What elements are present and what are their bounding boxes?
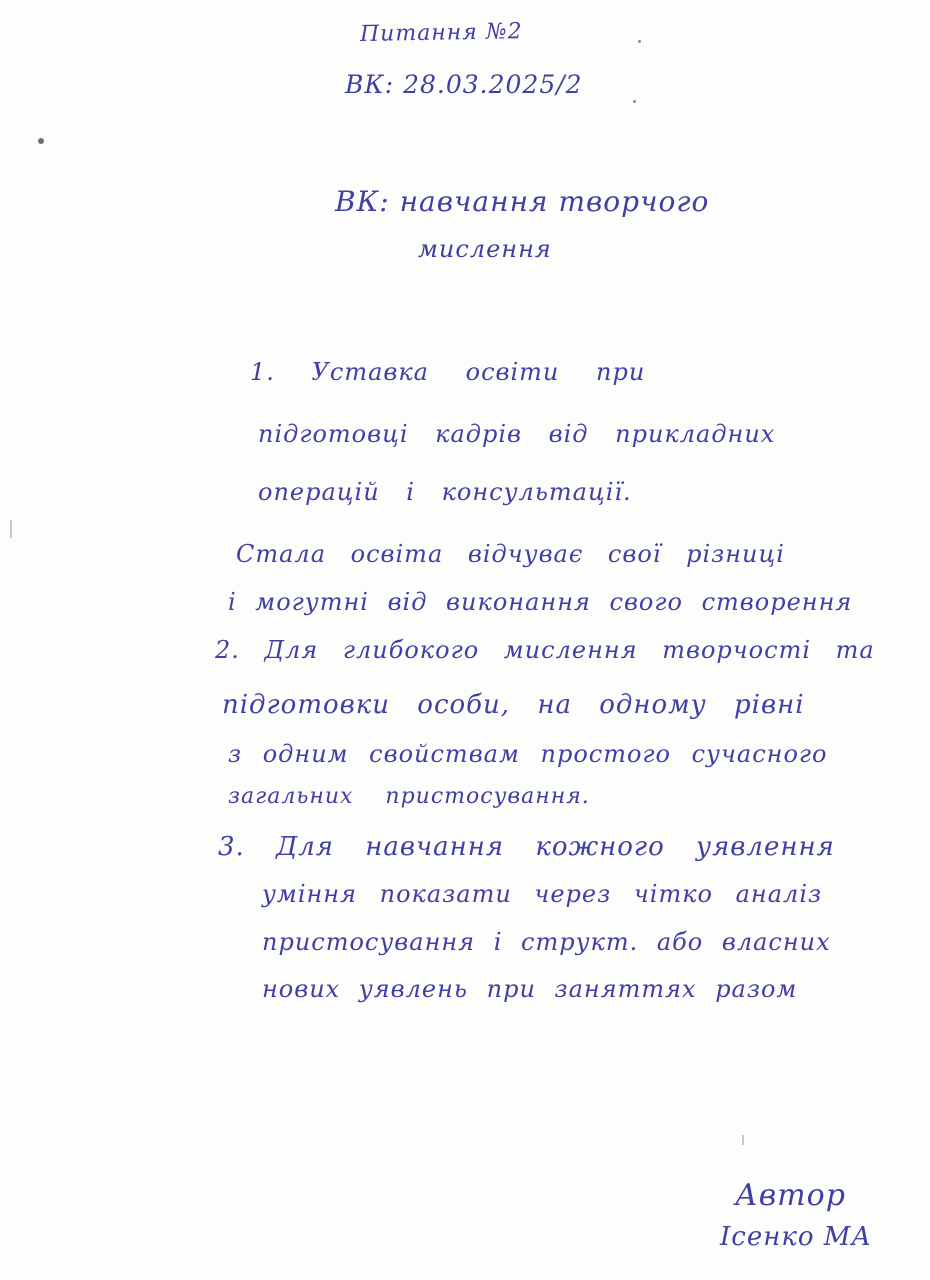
item-2-line-3: з одним свойствам простого сучасного — [228, 740, 828, 768]
item-3-line-1: 3. Для навчання кожного уявлення — [218, 832, 835, 862]
item-1-line-3: операцій і консультації. — [258, 478, 632, 506]
paragraph-line-2: і могутні від виконання свого створення — [228, 588, 853, 616]
item-3-line-2: уміння показати через чітко аналіз — [262, 880, 823, 908]
scan-edge-mark — [10, 520, 12, 538]
signature-name: Ісенко МА — [720, 1222, 873, 1252]
item-1-line-2: підготовці кадрів від прикладних — [258, 420, 776, 448]
scan-speck — [633, 100, 636, 103]
item-2-line-1: 2. Для глибокого мислення творчості та — [215, 636, 875, 664]
item-1-line-1: 1. Уставка освіти при — [250, 358, 646, 386]
title-line-2: мислення — [418, 235, 552, 263]
signature-author: Автор — [735, 1178, 846, 1213]
question-number: Питання №2 — [359, 19, 523, 47]
item-2-line-4: загальних пристосування. — [228, 784, 590, 809]
document-code: ВК: 28.03.2025/2 — [345, 70, 583, 99]
scan-speck — [38, 138, 44, 144]
item-3-line-4: нових уявлень при заняттях разом — [262, 975, 798, 1003]
item-2-line-2: підготовки особи, на одному рівні — [222, 690, 805, 720]
item-3-line-3: пристосування і структ. або власних — [262, 928, 831, 956]
title-line-1: ВК: навчання творчого — [335, 185, 710, 218]
paragraph-line-1: Стала освіта відчуває свої різниці — [236, 540, 785, 568]
scan-edge-mark — [742, 1135, 744, 1145]
scan-speck — [638, 40, 641, 43]
